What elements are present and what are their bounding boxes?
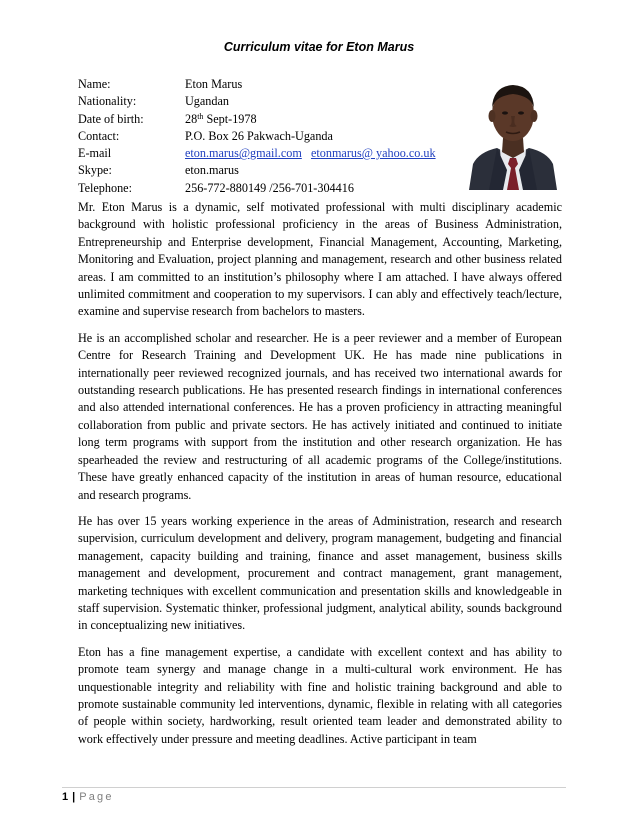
dob-day-suffix: th [197,111,204,121]
nationality-row [78,93,478,110]
telephone-label: Telephone: [78,180,132,195]
email-row [78,145,478,162]
contact-label: Contact: [78,128,120,143]
page-word: Page [79,791,114,803]
email-link-gmail[interactable]: eton.marus@gmail.com [185,146,302,161]
contact-value: P.O. Box 26 Pakwach-Uganda [185,128,333,143]
dob-label: Date of birth: [78,111,144,126]
contact-row [78,128,478,145]
nationality-label: Nationality: [78,94,137,109]
profile-summary [78,199,562,757]
dob-value [185,111,257,128]
email-label: E-mail [78,146,112,161]
nationality-value: Ugandan [185,94,229,109]
skype-value: eton.marus [185,163,239,178]
dob-month-year: Sept-1978 [203,111,257,126]
name-row [78,76,478,93]
name-label: Name: [78,77,111,91]
skype-row [78,162,478,179]
page-footer [62,791,114,803]
paragraph-experience: He has over 15 years working experience in the areas of Administration, research and research supervision, curriculum development and delivery, program management, budgeting and financial management, capacity building and training, finance and asset management, business skills management and development, procurement and contract management, grant management, marketing techniques with excellent communication and presentation skills and knowledgeable in staff supervision. Systematic thinker, professional judgment, analytical ability, sounds background in conceptualizing new initiatives. [78,513,562,633]
email-values [185,145,436,162]
paragraph-profile: Mr. Eton Marus is a dynamic, self motivated professional with multi disciplinary academic background with holistic professional proficiency in the areas of Business Administration, Entrepreneurship and Enterprise development, Financial Management, Accounting, Marketing, Monitoring and Evaluation, project planning and management, research and other business related areas. I am committed to an institution’s philosophy where I am attached. I have always offered unlimited commitment and cooperation to my supervisors. I can ably and effectively teach/lecture, examine and supervise research from bachelors to masters. [78,200,562,319]
telephone-row [78,180,478,197]
page-number: 1 [62,791,69,803]
email-link-yahoo[interactable]: etonmarus@ yahoo.co.uk [310,146,436,161]
dob-row [78,111,478,128]
telephone-value: 256-772-880149 /256-701-304416 [185,180,354,195]
document-title: Curriculum vitae for Eton Marus [223,40,415,54]
name-value: Eton Marus [185,77,243,91]
footer-divider [62,787,566,788]
paragraph-management: Eton has a fine management expertise, a candidate with excellent context and has ability to promote team synergy and manage change in a multi-cultural work environment. He has unquestionable integrity and reliability with fine and holistic training background and able to promote sustainable community led interventions, dynamic, flexible in relating with all categories of people within society, hardworking, result oriented team leader and demonstrated ability to work effectively under pressure and meeting deadlines. Active participant in team [78,644,562,746]
profile-photo [467,72,559,190]
footer-separator: | [72,791,76,803]
skype-label: Skype: [78,163,112,178]
paragraph-scholar: He is an accomplished scholar and researcher. He is a peer reviewer and a member of European Centre for Research Training and Development UK. He has made nine publications in internationally peer reviewed recognized journals, and has received two international awards for outstanding research publications. He has presented research findings in international conferences and also attended international conferences. He has a proven proficiency in attracting meaningful collaboration from public and private sectors. He has actively initiated and continued to initiate long term programs with support from the institution and other research organization. He has spearheaded the review and restructuring of all academic programs of the College/institutions. These have greatly enhanced capacity of the institution in areas of human resource, educational and research programs. [78,330,562,502]
dob-day: 28 [185,111,198,126]
personal-details [78,76,478,197]
